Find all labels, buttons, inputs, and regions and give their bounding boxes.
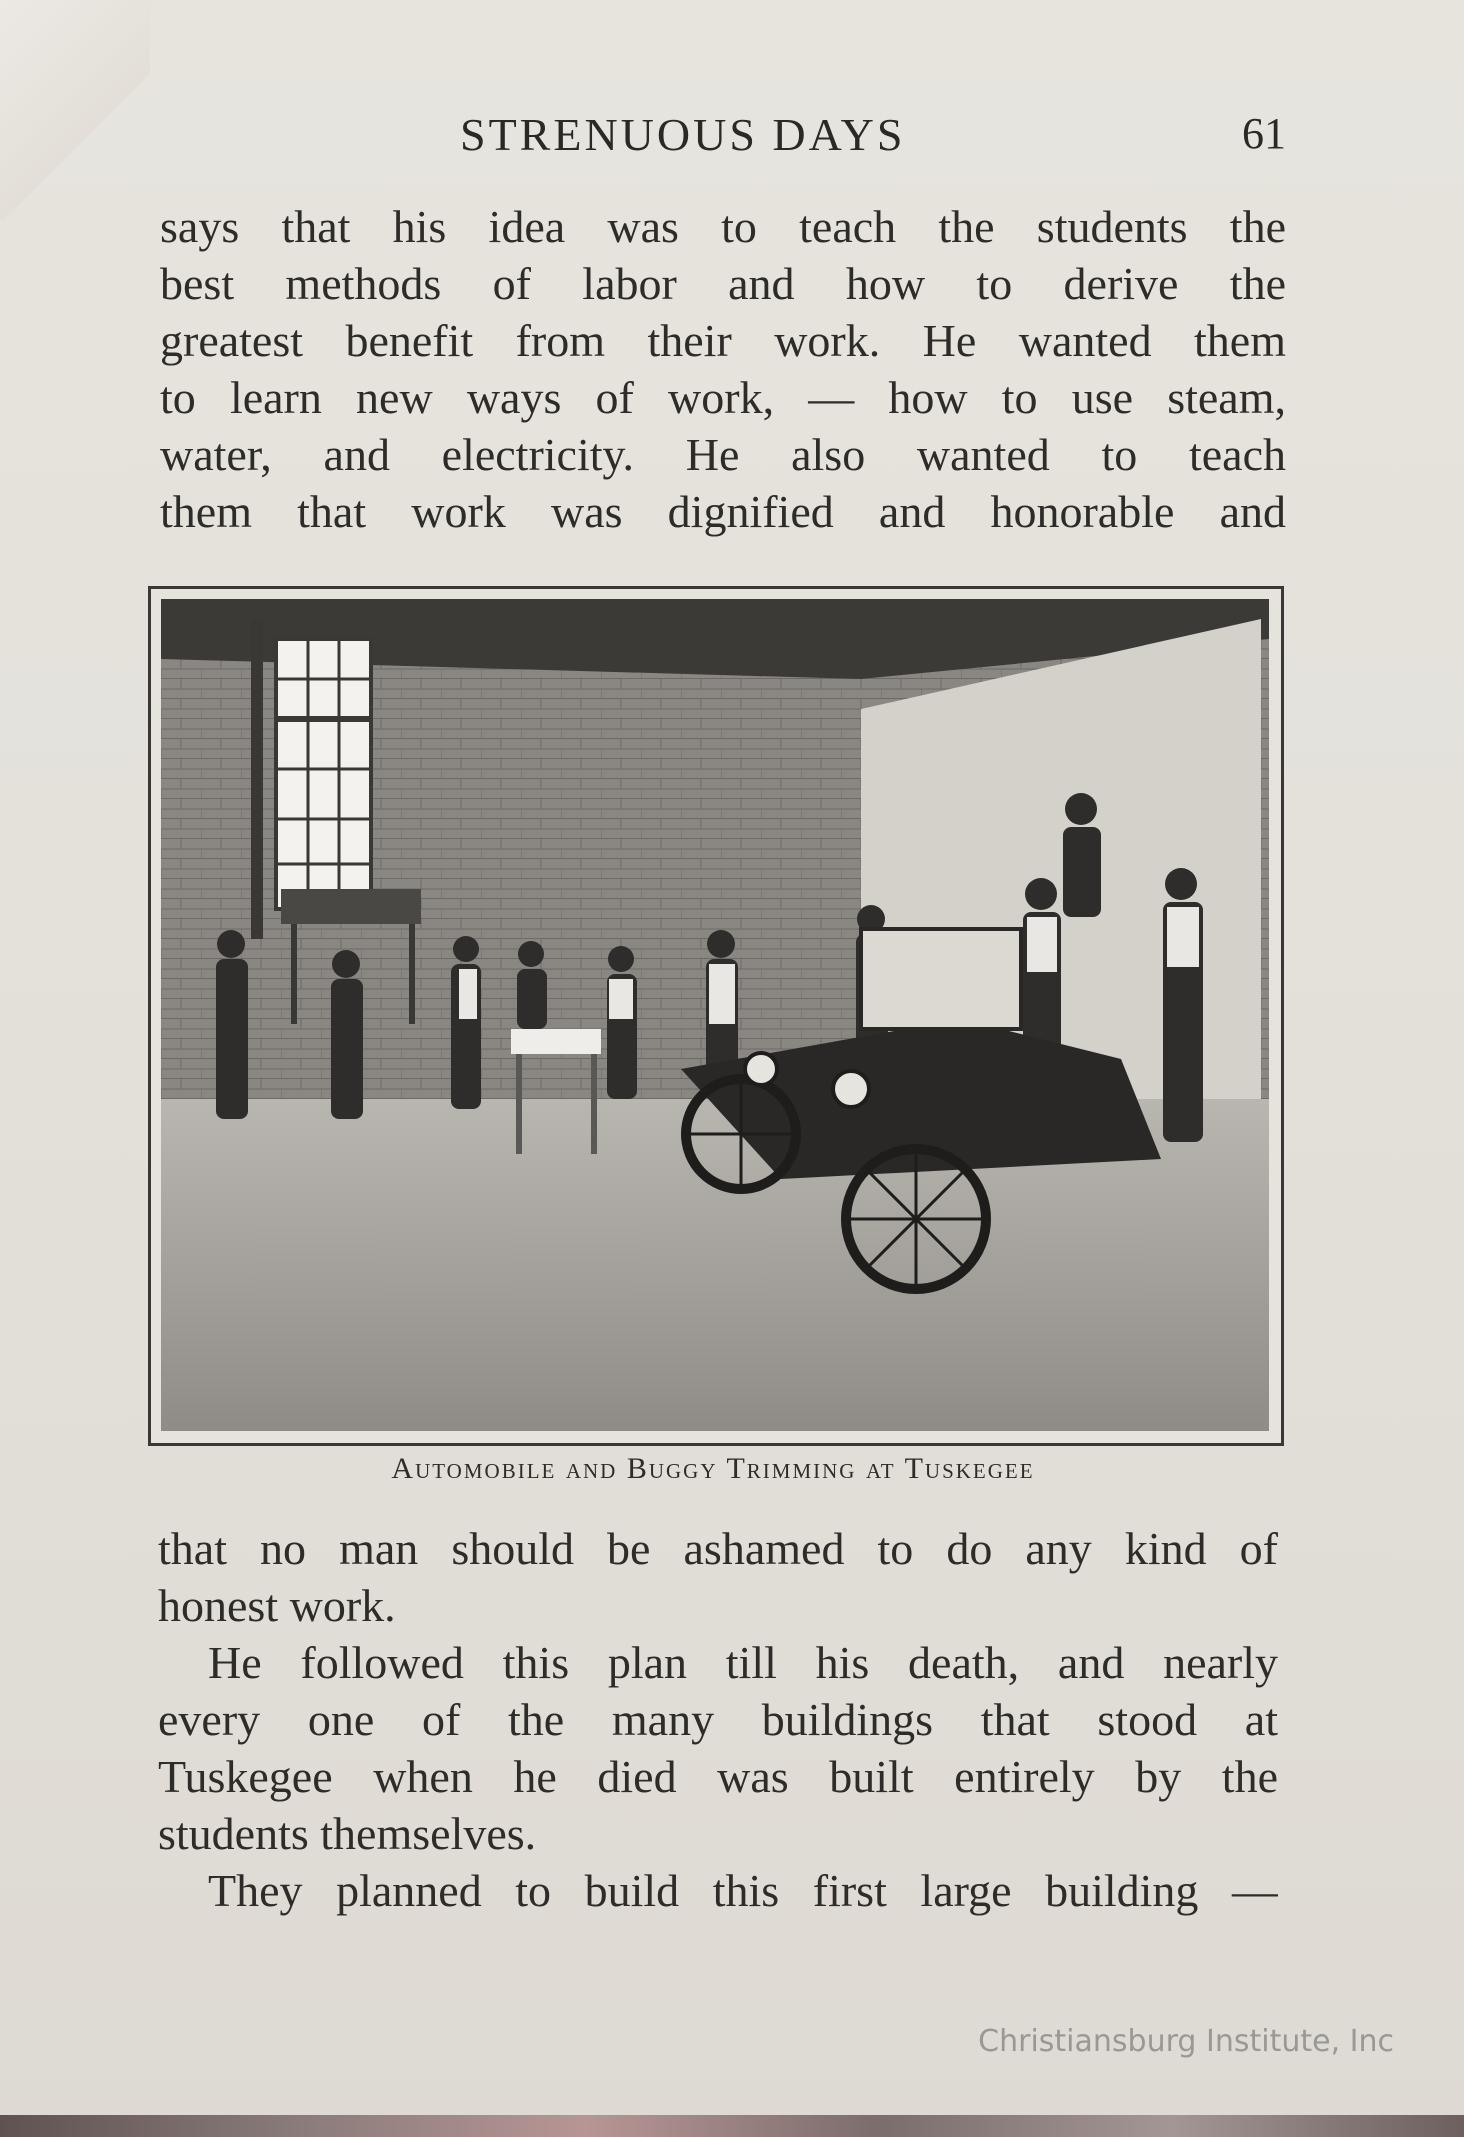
bottom-paragraphs (158, 1520, 1278, 1919)
workshop-photo (161, 599, 1269, 1431)
page-number: 61 (1242, 109, 1286, 158)
text-line: students themselves. (158, 1808, 537, 1859)
text-line: that no man should be ashamed to do any kind of (158, 1523, 1278, 1574)
text-line: says that his idea was to teach the students the (160, 201, 1286, 252)
text-line: them that work was dignified and honorable and (160, 486, 1286, 537)
torn-corner (0, 0, 150, 220)
text-line: They planned to build this first large building — (208, 1865, 1278, 1916)
photo-figure (148, 586, 1284, 1446)
text-line: Tuskegee when he died was built entirely by the (158, 1751, 1278, 1802)
running-title: STRENUOUS DAYS (460, 109, 906, 160)
text-line: to learn new ways of work, — how to use steam, (160, 372, 1286, 423)
workshop-photo-illustration (161, 599, 1269, 1431)
running-head (160, 108, 1286, 168)
text-line: He followed this plan till his death, and nearly (208, 1637, 1278, 1688)
figure-caption: Automobile and Buggy Trimming at Tuskegee (391, 1452, 1035, 1485)
text-line: greatest benefit from their work. He wanted them (160, 315, 1286, 366)
text-line: honest work. (158, 1580, 396, 1631)
top-paragraph (160, 198, 1286, 540)
text-line: best methods of labor and how to derive the (160, 258, 1286, 309)
text-line: water, and electricity. He also wanted to teach (160, 429, 1286, 480)
text-line: every one of the many buildings that stood at (158, 1694, 1278, 1745)
watermark: Christiansburg Institute, Inc (978, 2024, 1394, 2059)
page-bottom-edge (0, 2115, 1464, 2137)
